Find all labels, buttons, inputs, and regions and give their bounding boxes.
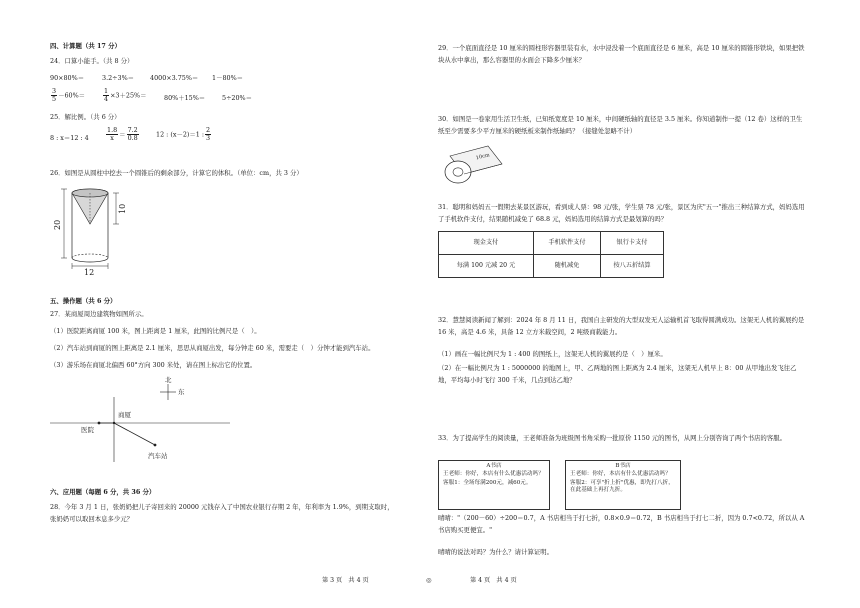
q25-eq-1: 8 : x＝12 : 4 (50, 134, 89, 142)
q31-text: 31．聪明和妈妈五一假期去某景区游玩，看到成人票：98 元/张，学生票 78 元/张，景区为庆"五一"推出三种结算方式，妈妈选用了手机软件支付，结果随机减免了 68.8 元，妈妈选用的结算方式是最划算的吗？ (438, 203, 805, 224)
hospital-dot (98, 422, 101, 425)
right-column (438, 0, 810, 608)
table-cell: 每满 100 元减 20 元 (439, 255, 534, 278)
table-header-row (439, 232, 664, 255)
q27-part-2: （2）汽车站到商厦的图上距离是 2.1 厘米，思思从商厦出发，每分钟走 60 米，需要走（ ）分钟才能到汽车站。 (50, 344, 375, 352)
footer-page-right: 第 4 页 共 4 页 (470, 577, 517, 584)
cylinder-cone-figure (50, 180, 190, 275)
q30-text: 30．如图是一卷家用生活卫生纸，已知纸宽度是 10 厘米，中间硬纸轴的直径是 3.5 厘米。你知道制作一提（12 卷）这样的卫生纸至少需要多少平方厘米的硬纸板来制作纸轴吗？（接缝处忽略不计） (438, 115, 803, 136)
q24-item-5: $\frac{3}{5}$ －60%＝ (52, 87, 86, 104)
bus-station-dot (154, 444, 157, 447)
dim-base-label: 12 (84, 268, 95, 275)
shop-b-box (565, 460, 681, 510)
bus-station-label: 汽车站 (148, 452, 168, 460)
toilet-paper-figure (438, 142, 508, 187)
q32-part-2: （2）在一幅比例尺为 1 : 5000000 的地图上，甲、乙两地的图上距离为 2.4 厘米，这架无人机早上 8：00 从甲地出发飞往乙地，平均每小时飞行 300 千米，几点到达乙地？ (438, 364, 797, 385)
q24-item-7: 80%＋15%＝ (164, 94, 206, 102)
hospital-label: 医院 (81, 426, 94, 434)
left-column (50, 0, 400, 608)
compass-north-label: 北 (165, 376, 172, 384)
q33-text: 33．为了提高学生的阅读量，王老师准备为班级图书角采购一批原价 1150 元的图书，从网上分别咨询了两个书店的客服。 (438, 434, 786, 442)
section-4-title: 四、计算题（共 17 分） (50, 42, 121, 50)
q24-item-6: $\frac{1}{4}$ ×3＋25%＝ (104, 87, 147, 104)
q25-eq-3: 12 : (x－2)＝1 : $\frac{2}{3}$ (156, 126, 211, 143)
section-5-title: 五、操作题（共 6 分） (50, 297, 117, 305)
q32-part-1: （1）画在一幅比例尺为 1 : 400 的图纸上，这架无人机的翼展约是（ ）厘米。 (438, 350, 667, 358)
shop-a-name: A书店 (486, 463, 502, 469)
section-6-title: 六、应用题（每题 6 分，共 36 分） (50, 488, 156, 496)
dim-height-label: 20 (53, 219, 62, 230)
q24-item-8: 5÷20%＝ (222, 94, 253, 102)
table-cell: 随机减免 (534, 255, 601, 278)
mall-label: 商厦 (118, 411, 131, 419)
shop-a-reply: 客服1：全场每满200元，减60元。 (443, 479, 532, 486)
roll-width-label: 10cm (475, 152, 491, 162)
footer-page-left: 第 3 页 共 4 页 (322, 577, 369, 584)
q27-part-3: （3）游乐场在商厦北偏西 60°方向 300 米处，请在图上标出它的位置。 (50, 361, 257, 369)
shop-b-reply: 客服2：可享"折上折"优惠，即先打八折，在此基础上再打九折。 (570, 479, 674, 494)
q27-text: 27．某商厦周边建筑物如图所示。 (50, 310, 148, 318)
shop-b-name: B书店 (615, 463, 631, 469)
q24-label: 24．口算小能手。（共 8 分） (50, 57, 134, 65)
q27-part-1: （1）医院距离商厦 100 米，图上距离是 1 厘米，此图的比例尺是（ ）。 (50, 327, 261, 335)
footer-center-mark: ◎ (426, 577, 432, 584)
shop-a-ask: 王老师：你好，本店有什么优惠活动吗？ (443, 470, 544, 477)
payment-methods-table (438, 231, 664, 278)
table-header-cell: 现金支付 (439, 232, 534, 255)
table-row (439, 255, 664, 278)
q28-text: 28．今年 3 月 1 日，张奶奶把儿子寄回来的 20000 元钱存入了中国农业银行存期 2 年，年利率为 1.9%，到期支取时，张奶奶可以取回本息多少元？ (50, 503, 394, 524)
q24-item-3: 4000×3.75%＝ (150, 74, 199, 82)
compass-east-label: 东 (178, 388, 185, 396)
building-map (50, 372, 250, 467)
dim-cone-label: 10 (118, 203, 127, 214)
q24-item-2: 3.2÷3%＝ (102, 74, 135, 82)
shop-b-ask: 王老师：你好，本店有什么优惠活动吗？ (570, 470, 671, 477)
q25-label: 25．解比例。（共 6 分） (50, 113, 121, 121)
q33-ask: 晴晴的说法对吗？为什么？请计算证明。 (438, 548, 554, 556)
q24-item-4: 1－80%＝ (212, 74, 244, 82)
mall-dot (113, 422, 115, 424)
q25-eq-2: $\frac{1.8}{x}$ ＝ $\frac{7.2}{0.8}$ (107, 126, 138, 143)
table-header-cell: 手机软件支付 (534, 232, 601, 255)
table-header-cell: 银行卡支付 (601, 232, 664, 255)
q32-text: 32．慧慧阅读新闻了解到：2024 年 8 月 11 日，我国自主研发的大型双发无人运输机首飞取得圆满成功。这架无人机的翼展约是 16 米，高是 4.6 米，具备 12 立方米载空间，2 吨级商载能力。 (438, 316, 805, 337)
q29-text: 29．一个底面直径是 10 厘米的圆柱形容器里装有水，水中浸没着一个底面直径是 6 厘米，高是 10 厘米的圆锥形铁块，如果把铁块从水中拿出，那么容器里的水面会下降多少厘米？ (438, 44, 805, 65)
q26-text: 26．如图是从圆柱中挖去一个圆锥后的剩余部分，计算它的体积。（单位：cm，共 3 分） (50, 169, 303, 177)
table-cell: 按八五折结算 (601, 255, 664, 278)
q24-item-1: 90×80%＝ (50, 74, 85, 82)
shop-a-box (438, 460, 550, 510)
q33-claim: 晴晴："（200－60）÷200＝0.7，A 书店相当于打七折，0.8×0.9＝0.72，B 书店相当于打七二折，因为 0.7<0.72，所以从 A 书店购买更便宜。" (438, 514, 805, 535)
